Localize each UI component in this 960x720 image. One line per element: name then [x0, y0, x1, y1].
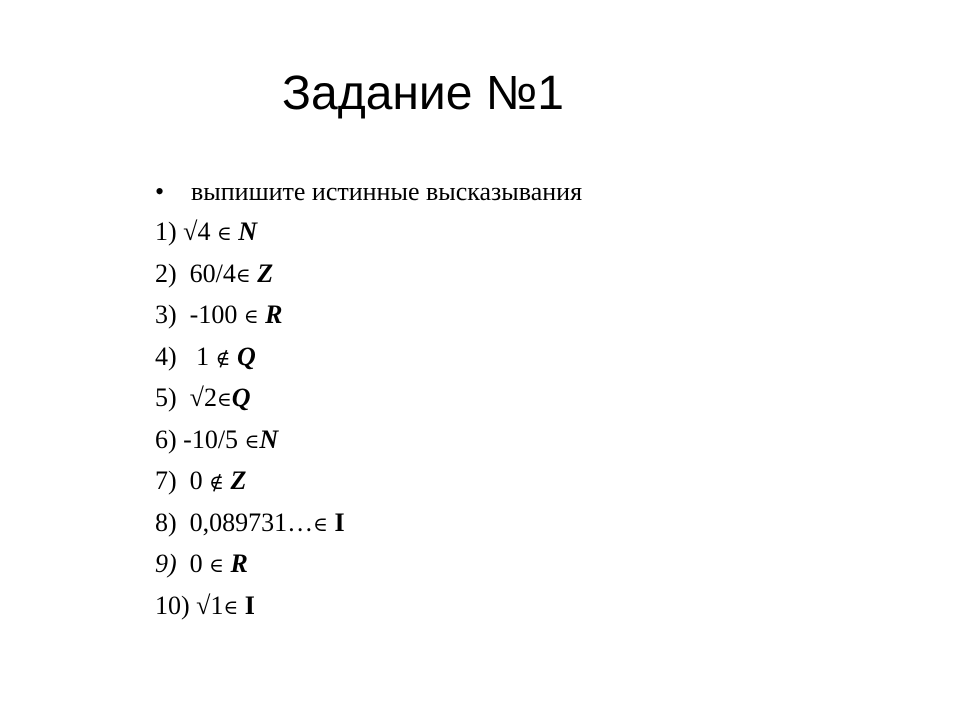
set-symbol: Q	[231, 383, 251, 412]
relation-symbol: ∈	[223, 594, 239, 619]
relation-symbol: ∈	[235, 262, 251, 287]
statements-list	[155, 214, 345, 629]
relation-symbol: ∈	[243, 304, 259, 328]
statement-item	[155, 588, 345, 630]
statement-item	[155, 297, 345, 339]
item-number: 5)	[155, 383, 177, 412]
set-symbol: N	[259, 424, 279, 454]
relation-symbol: ∈	[216, 387, 232, 411]
item-number: 2)	[155, 258, 177, 288]
set-symbol: I	[244, 590, 255, 620]
item-number: 6)	[155, 424, 177, 454]
instruction-line	[155, 172, 582, 212]
relation-symbol: ∈	[209, 553, 224, 577]
statement-item	[155, 214, 345, 256]
item-expression: 0	[176, 549, 210, 578]
item-expression: √1	[189, 590, 224, 620]
instruction-text: выпишите истинные высказывания	[191, 177, 583, 206]
relation-symbol: ∉	[215, 345, 231, 370]
item-expression: 60/4	[176, 258, 236, 288]
item-number: 7)	[155, 466, 177, 495]
statement-item	[155, 339, 345, 381]
relation-symbol: ∈	[313, 511, 328, 536]
statement-item	[155, 380, 345, 422]
bullet-marker: •	[155, 177, 165, 206]
item-expression: 1	[176, 341, 216, 371]
set-symbol: I	[334, 507, 345, 537]
item-number: 3)	[155, 300, 177, 329]
set-symbol: R	[230, 549, 248, 578]
set-symbol: Z	[230, 466, 247, 495]
statement-item	[155, 256, 345, 298]
item-expression: √2	[176, 383, 217, 412]
set-symbol: N	[238, 217, 258, 246]
slide-title: Задание №1	[282, 67, 564, 120]
item-expression: 0,089731…	[176, 507, 314, 537]
relation-symbol: ∈	[244, 428, 260, 453]
statement-item	[155, 422, 345, 464]
item-expression: -100	[176, 300, 244, 329]
relation-symbol: ∉	[209, 470, 224, 494]
item-number: 10)	[155, 590, 190, 620]
item-expression: √4	[176, 217, 217, 246]
item-number: 1)	[155, 217, 177, 246]
item-number: 9)	[155, 549, 177, 578]
statement-item	[155, 463, 345, 505]
set-symbol: R	[265, 300, 283, 329]
set-symbol: Z	[257, 258, 274, 288]
relation-symbol: ∈	[216, 221, 232, 245]
item-number: 4)	[155, 341, 177, 371]
set-symbol: Q	[236, 341, 256, 371]
statement-item	[155, 546, 345, 588]
statement-item	[155, 505, 345, 547]
item-number: 8)	[155, 507, 177, 537]
item-expression: 0	[176, 466, 210, 495]
item-expression: -10/5	[176, 424, 245, 454]
